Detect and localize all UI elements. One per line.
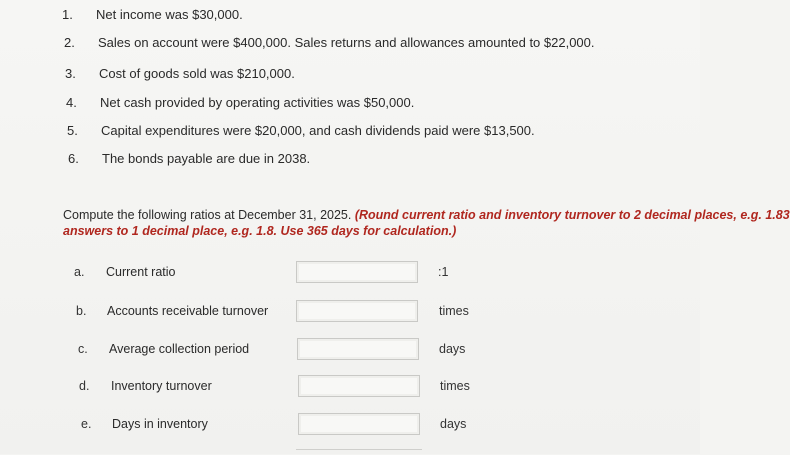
rounding-note-line1: (Round current ratio and inventory turnover to 2 decimal places, e.g. 1.83: [354, 208, 790, 222]
given-item-text: Net income was $30,000.: [96, 7, 243, 22]
given-item-text: Net cash provided by operating activities was $50,000.: [100, 95, 415, 110]
given-item-number: 4.: [66, 95, 77, 110]
ratio-row-current-ratio: [0, 261, 700, 285]
ratio-row-average-collection-period: [0, 338, 700, 362]
ratio-label: Inventory turnover: [111, 379, 212, 393]
ratio-letter: a.: [74, 265, 85, 279]
ratio-unit: times: [439, 304, 469, 318]
given-item-number: 5.: [67, 123, 78, 138]
ratio-unit: days: [439, 342, 466, 356]
ratio-unit: days: [440, 417, 467, 431]
current-ratio-input[interactable]: [296, 261, 418, 283]
days-in-inventory-input[interactable]: [298, 413, 420, 435]
given-item-text: Sales on account were $400,000. Sales returns and allowances amounted to $22,000.: [98, 35, 595, 50]
ratio-unit: times: [440, 379, 470, 393]
next-input-edge: [296, 449, 422, 455]
ratio-label: Days in inventory: [112, 417, 208, 431]
ratio-letter: b.: [76, 304, 87, 318]
given-item-number: 6.: [68, 151, 79, 166]
ratio-label: Current ratio: [106, 265, 176, 279]
ratio-label: Average collection period: [109, 342, 250, 356]
ratio-letter: c.: [78, 342, 88, 356]
ratio-unit: :1: [438, 265, 449, 279]
ratio-letter: d.: [79, 379, 90, 393]
ratio-row-days-in-inventory: [0, 413, 700, 437]
ratio-letter: e.: [81, 417, 92, 431]
accounts-receivable-turnover-input[interactable]: [296, 300, 418, 322]
ratio-label: Accounts receivable turnover: [107, 304, 269, 318]
ratio-row-accounts-receivable-turnover: [0, 300, 700, 324]
instructions-lead: Compute the following ratios at December 31, 2025.: [63, 208, 355, 222]
rounding-note-line2: answers to 1 decimal place, e.g. 1.8. Use 365 days for calculation.): [63, 224, 457, 238]
given-item-text: Cost of goods sold was $210,000.: [99, 66, 295, 81]
given-item-text: The bonds payable are due in 2038.: [102, 151, 311, 166]
given-item-number: 2.: [64, 35, 75, 50]
instructions: [63, 207, 790, 239]
given-item-number: 3.: [65, 66, 76, 81]
inventory-turnover-input[interactable]: [298, 375, 420, 397]
ratio-row-inventory-turnover: [0, 375, 700, 399]
given-item-number: 1.: [62, 7, 73, 22]
average-collection-period-input[interactable]: [297, 338, 419, 360]
given-item-text: Capital expenditures were $20,000, and cash dividends paid were $13,500.: [101, 123, 535, 138]
